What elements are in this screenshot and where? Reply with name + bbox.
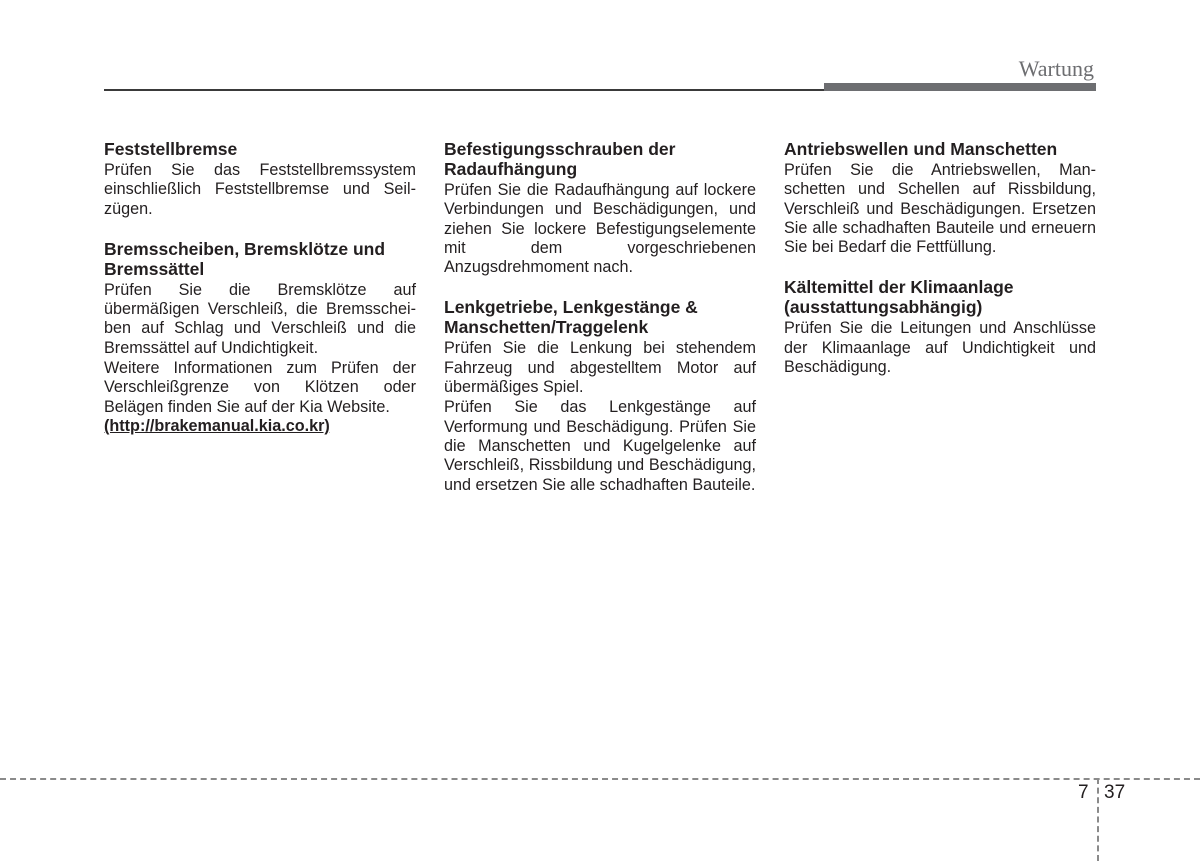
footer-divider [0,778,1200,780]
section-heading: Bremsscheiben, Bremsklötze und Bremssättel [104,238,386,279]
footer-page-divider [1097,778,1099,861]
section-suspension-bolts [444,139,756,277]
column-2 [444,139,756,515]
header-rule [104,89,824,91]
section-paragraph: Prüfen Sie die Antriebswellen, Manschetten und Schellen auf Rissbildung, Verschleiß und Beschädigungen. Ersetzen Sie alle schadhaften Bauteile und erneuern Sie bei Bedarf die Fettfüllung. [784,161,1096,257]
column-1 [104,139,416,456]
section-heading: Befestigungsschrauben der Radaufhängung [444,139,676,179]
section-paragraph: Prüfen Sie die Leitungen und Anschlüsse der Klimaanlage auf Undichtigkeit und Beschädigung. [784,319,1096,377]
section-brake-discs [104,239,416,436]
header-bar [824,83,1096,91]
section-heading: Kältemittel der Klimaanlage (ausstattungsabhängig) [784,277,1014,318]
section-paragraph: Prüfen Sie die Lenkung bei stehendem Fahrzeug und abgestelltem Motor auf übermäßiges Spiel. [444,339,756,397]
section-paragraph: Prüfen Sie die Radaufhängung auf lockere Verbindungen und Beschädigungen, und ziehen Sie lockere Befestigungselemente mit dem vorgeschriebenen Anzugsdrehmoment nach. [444,181,756,277]
section-paragraph: Prüfen Sie das Feststellbremssystem einschließlich Feststellbremse und Seilzügen. [104,161,416,218]
page-number: 37 [1104,782,1126,803]
page-header-title: Wartung [1018,56,1094,81]
section-parking-brake [104,139,416,219]
section-heading: Lenkgetriebe, Lenkgestänge & Manschetten/Traggelenk [444,297,698,338]
section-drive-shafts [784,139,1096,257]
brake-manual-link[interactable]: (http://brakemanual.kia.co.kr) [104,416,330,435]
section-heading: Feststellbremse [104,139,238,159]
section-heading: Antriebswellen und Manschetten [784,139,1058,159]
chapter-number: 7 [1078,782,1089,803]
column-3 [784,139,1096,397]
section-refrigerant [784,277,1096,377]
section-paragraph: Prüfen Sie die Bremsklötze auf übermäßigen Verschleiß, die Bremsscheiben auf Schlag und Verschleiß und die Bremssättel auf Undichtigkeit. [104,280,416,357]
section-paragraph: Prüfen Sie das Lenkgestänge auf Verformung und Beschädigung. Prüfen Sie die Manschetten und Kugelgelenke auf Verschleiß, Rissbildung und Beschädigung, und ersetzen Sie alle schadhaften Bauteile. [444,398,756,494]
section-paragraph: Weitere Informationen zum Prüfen der Verschleißgrenze von Klötzen oder Belägen finden Sie auf der Kia Website. [104,359,416,416]
section-steering [444,297,756,494]
